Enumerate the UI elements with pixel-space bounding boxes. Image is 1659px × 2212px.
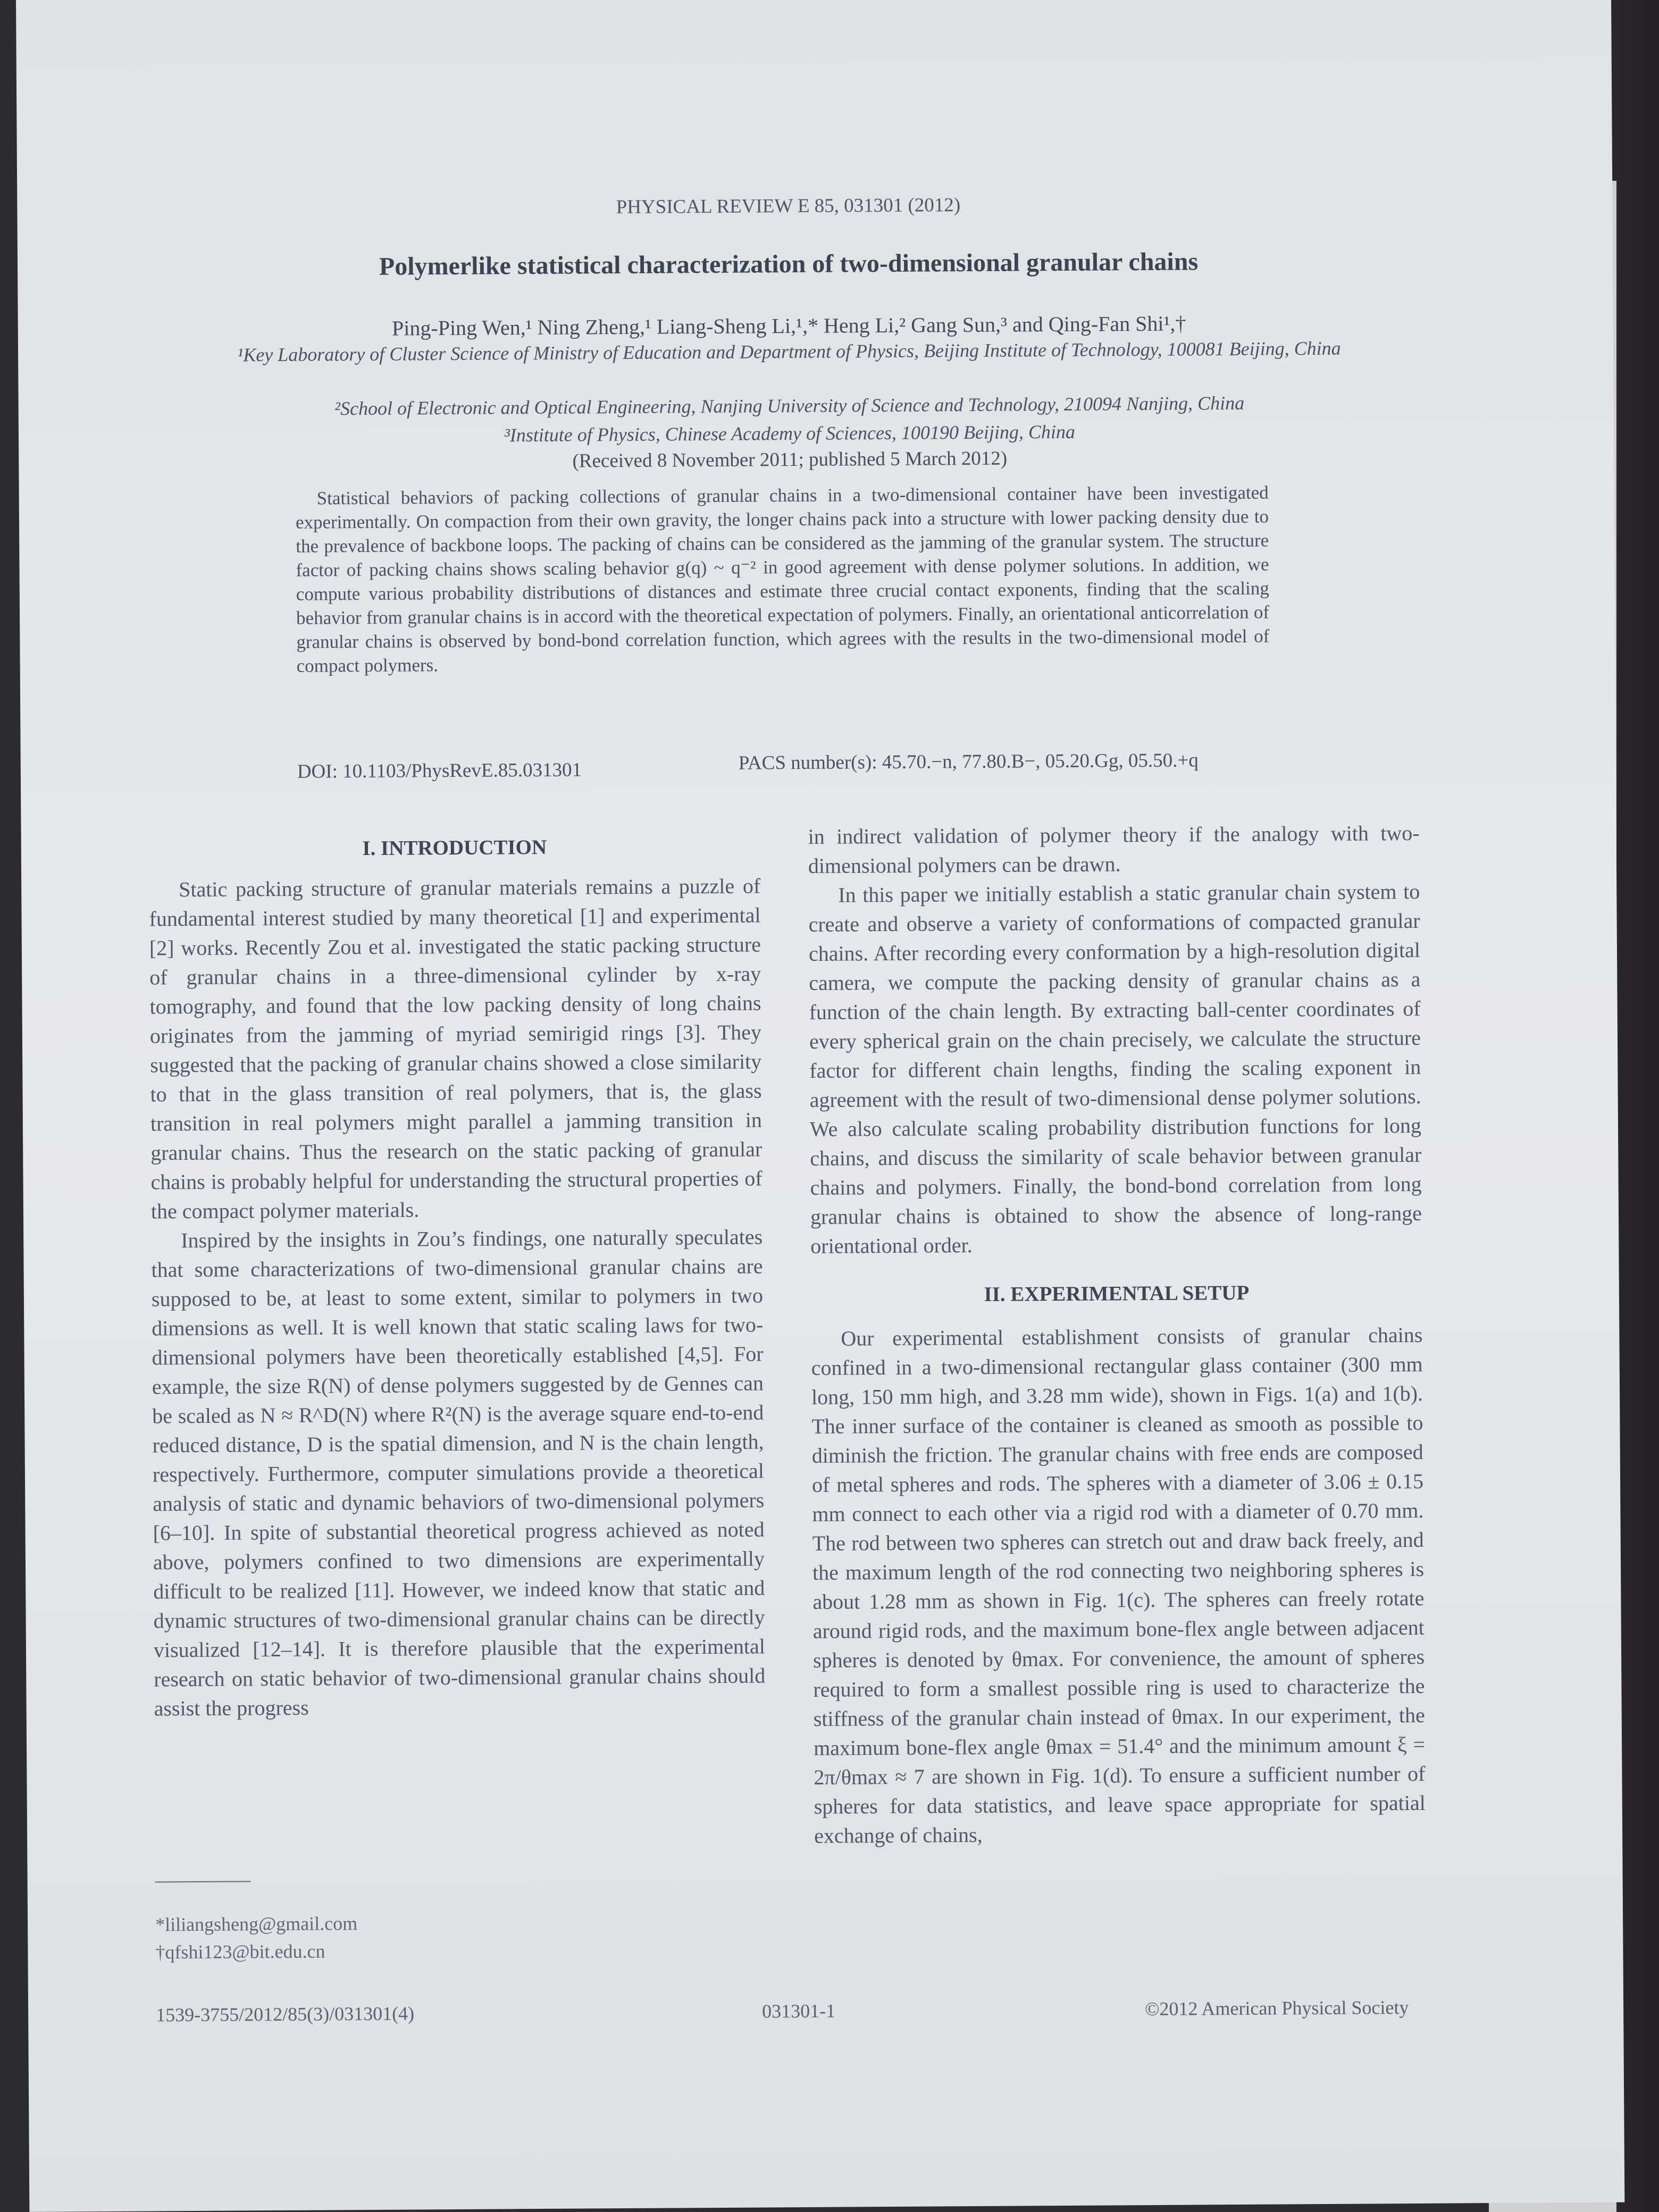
received-date: (Received 8 November 2011; published 5 March 2012) xyxy=(572,447,1008,472)
intro-paragraph-2: Inspired by the insights in Zou’s findings, one naturally speculates that some characterizations of two-dimensional granular chains are supposed to be, at least to some extent, similar to polymers in two dimensions as well. It is well known that static scaling laws for two-dimensional polymers have been theoretically established [4,5]. For example, the size R(N) of dense polymers suggested by de Gennes can be scaled as N ≈ R^D(N) where R²(N) is the average square end-to-end reduced distance, D is the spatial dimension, and N is the chain length, respectively. Furthermore, computer simulations provide a theoretical analysis of static and dynamic behaviors of two-dimensional polymers [6–10]. In spite of substantial theoretical progress achieved as noted above, polymers confined to two dimensions are experimentally difficult to be realized [11]. However, we indeed know that static and dynamic structures of two-dimensional granular chains can be directly visualized [12–14]. It is therefore plausible that the experimental research on static behavior of two-dimensional granular chains should assist the progress xyxy=(151,1225,766,1721)
affiliation-2: ²School of Electronic and Optical Engineering, Nanjing University of Science and Technology, 210094 Nanjing, China xyxy=(334,392,1245,420)
intro-paragraph-4: In this paper we initially establish a static granular chain system to create and observe a variety of conformations of compacted granular chains. After recording every conformation by a high-resolution digital camera, we compute the packing density of granular chains as a function of the chain length. By extracting ball-center coordinates of every spherical grain on the chain precisely, we calculate the structure factor for different chain lengths, finding the scaling exponent in agreement with the result of two-dimensional dense polymer solutions. We also calculate scaling probability distribution functions for long chains, and discuss the similarity of scale behavior between granular chains and polymers. Finally, the bond-bond correlation from long granular chains is obtained to show the absence of long-range orientational order. xyxy=(808,879,1422,1258)
footnote-email-1[interactable]: *liliangsheng@gmail.com xyxy=(155,1913,358,1936)
paper-title: Polymerlike statistical characterization of two-dimensional granular chains xyxy=(379,247,1199,281)
intro-paragraph-1: Static packing structure of granular materials remains a puzzle of fundamental interest studied by many theoretical [1] and experimental [2] works. Recently Zou et al. investigated the static packing structure of granular chains in a three-dimensional cylinder by x-ray tomography, and found that the low packing density of long chains originates from the jamming of myriad semirigid rings [3]. They suggested that the packing of granular chains showed a close similarity to that in the glass transition of real polymers, that is, the glass transition in real polymers might parallel a jamming transition in granular chains. Thus the research on the static packing of granular chains is probably helpful for understanding the structural properties of the compact polymer materials. xyxy=(149,874,763,1224)
footer-copyright: ©2012 American Physical Society xyxy=(1144,1997,1409,2020)
footnote-email-2[interactable]: †qfshi123@bit.edu.cn xyxy=(155,1940,325,1963)
journal-header: PHYSICAL REVIEW E 85, 031301 (2012) xyxy=(616,194,961,219)
author-list: Ping-Ping Wen,¹ Ning Zheng,¹ Liang-Sheng Li,¹,* Heng Li,² Gang Sun,³ and Qing-Fan Shi¹,† xyxy=(391,311,1186,340)
section-heading-experimental-setup: II. EXPERIMENTAL SETUP xyxy=(984,1281,1250,1306)
left-column xyxy=(149,831,766,1723)
affiliation-3: ³Institute of Physics, Chinese Academy of Sciences, 100190 Beijing, China xyxy=(504,421,1076,446)
right-column xyxy=(808,818,1426,1850)
pacs-numbers: PACS number(s): 45.70.−n, 77.80.B−, 05.20.Gg, 05.50.+q xyxy=(738,749,1199,774)
affiliation-1: ¹Key Laboratory of Cluster Science of Ministry of Education and Department of Physics, Beijing Institute of Technology, 100081 Beijing, China xyxy=(237,337,1341,366)
intro-paragraph-3-continued: in indirect validation of polymer theory if the analogy with two-dimensional polymers can be drawn. xyxy=(808,820,1420,878)
doi-link[interactable]: DOI: 10.1103/PhysRevE.85.031301 xyxy=(297,759,582,783)
footer-issn: 1539-3755/2012/85(3)/031301(4) xyxy=(156,2002,415,2026)
footer-page-number: 031301-1 xyxy=(762,2000,836,2022)
abstract: Statistical behaviors of packing collections of granular chains in a two-dimensional container have been investigated experimentally. On compaction from their own gravity, the longer chains pack into a structure with lower packing density due to the prevalence of backbone loops. The packing of chains can be considered as the jamming of the granular system. The structure factor of packing chains shows scaling behavior g(q) ~ q⁻² in good agreement with dense polymer solutions. In addition, we compute various probability distributions of distances and estimate three crucial contact exponents, finding that the scaling behavior from granular chains is in accord with the theoretical expectation of polymers. Finally, an orientational anticorrelation of granular chains is observed by bond-bond correlation function, which agrees with the results in the two-dimensional model of compact polymers. xyxy=(295,482,1270,676)
section-heading-introduction: I. INTRODUCTION xyxy=(362,835,547,860)
footnote-divider xyxy=(155,1881,251,1882)
paper-page xyxy=(16,0,1624,2212)
setup-paragraph-1: Our experimental establishment consists of granular chains confined in a two-dimensional rectangular glass container (300 mm long, 150 mm high, and 3.28 mm wide), shown in Figs. 1(a) and 1(b). The inner surface of the container is cleaned as smooth as possible to diminish the friction. The granular chains with free ends are composed of metal spheres and rods. The spheres with a diameter of 3.06 ± 0.15 mm connect to each other via a rigid rod with a diameter of 0.70 mm. The rod between two spheres can stretch out and draw back freely, and the maximum length of the rod connecting two neighboring spheres is about 1.28 mm as shown in Fig. 1(c). The spheres can freely rotate around rigid rods, and the maximum bone-flex angle between adjacent spheres is denoted by θmax. For convenience, the amount of spheres required to form a smallest possible ring is used to characterize the stiffness of the granular chain instead of θmax. In our experiment, the maximum bone-flex angle θmax = 51.4° and the minimum amount ξ = 2π/θmax ≈ 7 are shown in Fig. 1(d). To ensure a sufficient number of spheres for data statistics, and leave space appropriate for spatial exchange of chains, xyxy=(811,1322,1426,1848)
